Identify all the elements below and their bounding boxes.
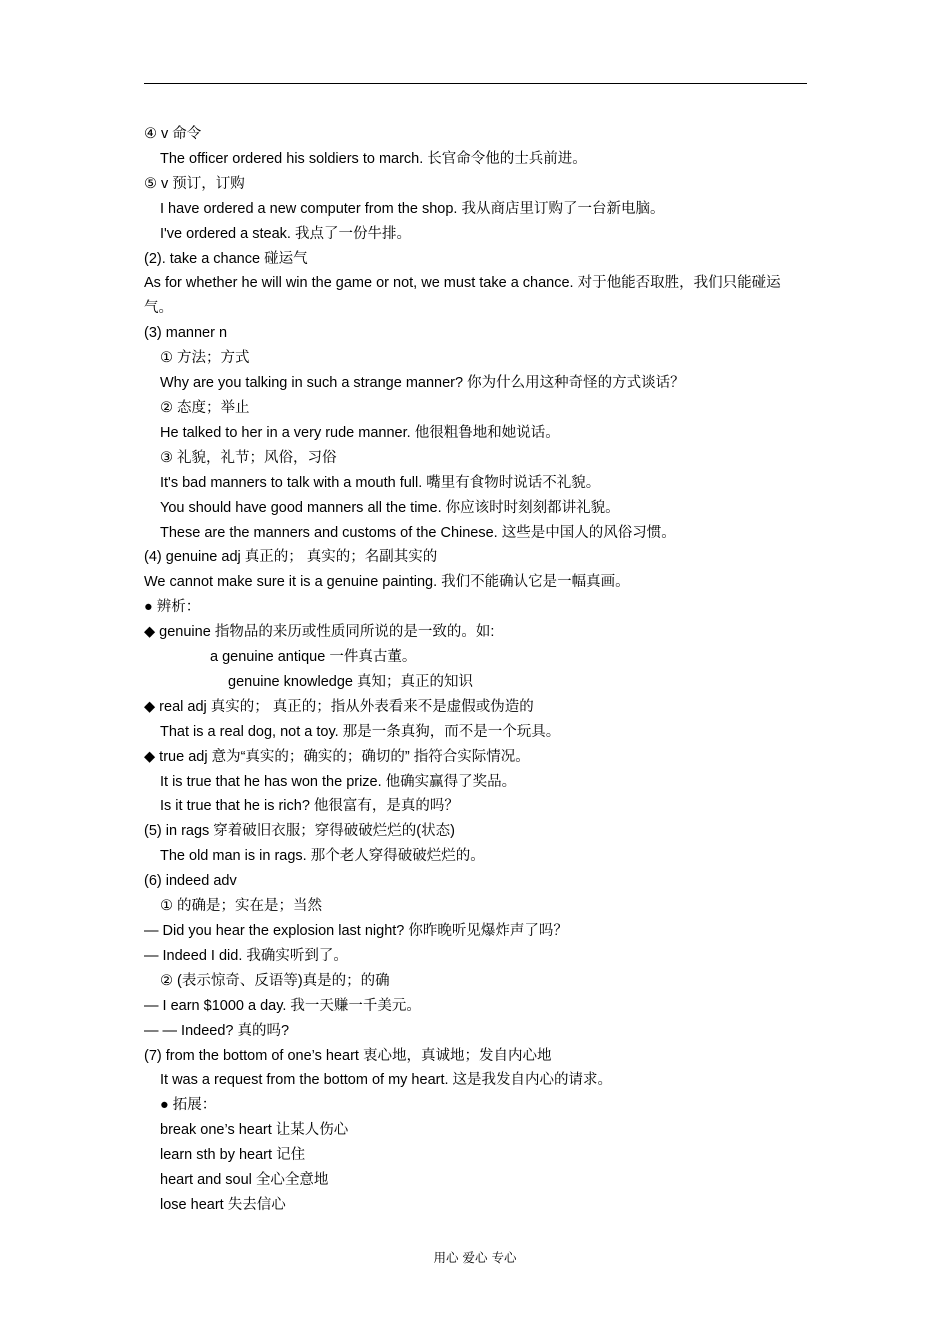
text-line: We cannot make sure it is a genuine painting. 我们不能确认它是一幅真画。	[144, 574, 630, 591]
text-line: (7) from the bottom of one’s heart 衷心地，真诚地；发自内心地	[144, 1047, 552, 1064]
text-line: — I earn $1000 a day. 我一天赚一千美元。	[144, 997, 421, 1014]
text-line: ⑤ v 预订，订购	[144, 175, 245, 192]
text-line: (2). take a chance 碰运气	[144, 250, 308, 267]
text-line: It's bad manners to talk with a mouth full. 嘴里有食物时说话不礼貌。	[160, 474, 601, 491]
text-line: (3) manner n	[144, 325, 228, 342]
text-line: ● 拓展：	[160, 1097, 217, 1114]
text-line: Why are you talking in such a strange manner? 你为什么用这种奇怪的方式谈话？	[160, 375, 685, 392]
text-line: I've ordered a steak. 我点了一份牛排。	[160, 225, 411, 242]
text-line: ② 态度；举止	[160, 399, 250, 416]
text-line: ◆ genuine 指物品的来历或性质同所说的是一致的。如:	[144, 624, 495, 641]
text-line: — — Indeed? 真的吗?	[144, 1022, 290, 1039]
text-line: That is a real dog, not a toy. 那是一条真狗，而不是一个玩具。	[160, 723, 561, 740]
text-line: As for whether he will win the game or not, we must take a chance. 对于他能否取胜，我们只能碰运气。	[144, 275, 781, 317]
text-line: learn sth by heart 记住	[160, 1147, 306, 1164]
text-line: ◆ real adj 真实的； 真正的；指从外表看来不是虚假或伪造的	[144, 698, 534, 715]
text-line: ① 的确是；实在是；当然	[160, 898, 323, 915]
text-line: These are the manners and customs of the Chinese. 这些是中国人的风俗习惯。	[160, 524, 676, 541]
text-line: (4) genuine adj 真正的； 真实的；名副其实的	[144, 549, 438, 566]
text-line: (5) in rags 穿着破旧衣服；穿得破破烂烂的(状态)	[144, 823, 455, 840]
header-rule	[144, 83, 807, 84]
text-line: break one’s heart 让某人伤心	[160, 1122, 349, 1139]
page-footer: 用心 爱心 专心	[433, 1250, 517, 1265]
text-line: The officer ordered his soldiers to march. 长官命令他的士兵前进。	[160, 150, 587, 167]
text-line: lose heart 失去信心	[160, 1196, 286, 1213]
text-line: ◆ true adj 意为“真实的；确实的；确切的” 指符合实际情况。	[144, 748, 530, 765]
document-body	[144, 122, 808, 1218]
text-line: genuine knowledge 真知；真正的知识	[228, 673, 473, 690]
text-line: You should have good manners all the time. 你应该时时刻刻都讲礼貌。	[160, 499, 620, 516]
text-line: ④ v 命令	[144, 126, 202, 142]
text-line: I have ordered a new computer from the shop. 我从商店里订购了一台新电脑。	[160, 200, 665, 217]
text-line: (6) indeed adv	[144, 873, 237, 890]
text-line: heart and soul 全心全意地	[160, 1172, 329, 1189]
text-line: ② (表示惊奇、反语等)真是的；的确	[160, 972, 390, 989]
text-line: a genuine antique 一件真古董。	[210, 649, 417, 666]
text-line: The old man is in rags. 那个老人穿得破破烂烂的。	[160, 848, 485, 865]
text-line: It is true that he has won the prize. 他确实赢得了奖品。	[160, 773, 517, 790]
text-line: ● 辨析：	[144, 599, 201, 616]
text-line: ③ 礼貌，礼节；风俗，习俗	[160, 449, 337, 466]
text-line: — Indeed I did. 我确实听到了。	[144, 947, 348, 964]
text-line: Is it true that he is rich? 他很富有，是真的吗？	[160, 798, 459, 815]
text-line: He talked to her in a very rude manner. 他很粗鲁地和她说话。	[160, 424, 560, 441]
text-line: ① 方法；方式	[160, 350, 250, 367]
text-line: — Did you hear the explosion last night? 你昨晚听见爆炸声了吗？	[144, 923, 568, 939]
text-line: It was a request from the bottom of my heart. 这是我发自内心的请求。	[160, 1072, 613, 1089]
